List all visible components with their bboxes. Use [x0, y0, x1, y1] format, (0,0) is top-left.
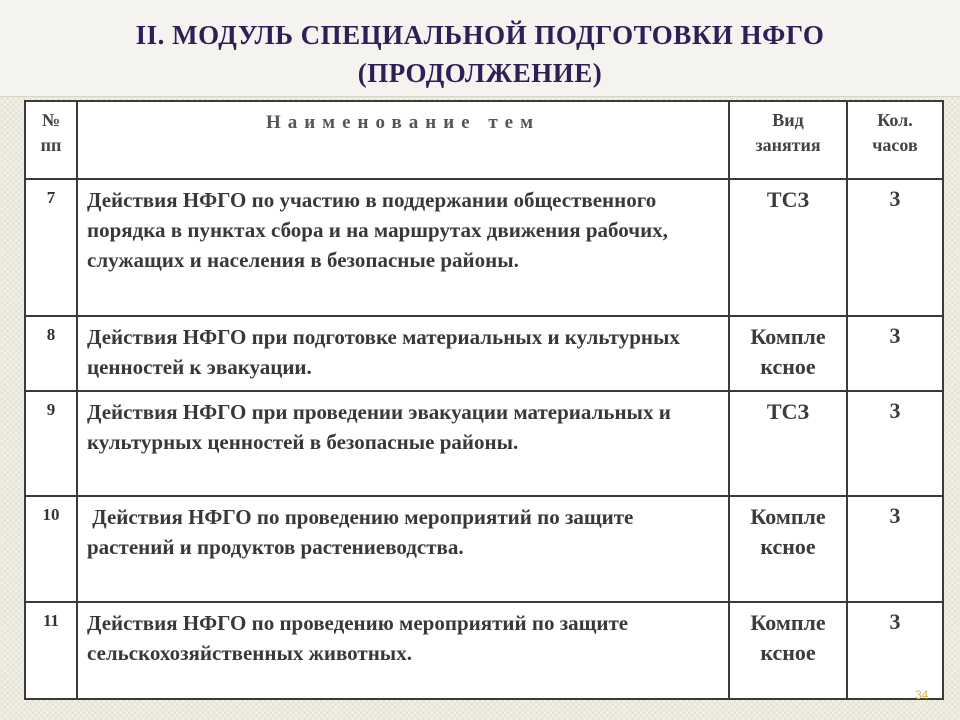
row-type-line-2: ксное: [760, 640, 816, 665]
row-type-line-1: ТСЗ: [766, 187, 810, 212]
table-header-row: [25, 101, 943, 179]
row-type-line-2: ксное: [760, 354, 816, 379]
row-lesson-type: [729, 316, 847, 391]
header-hours-line-1: Кол.: [877, 110, 913, 130]
header-type-line-2: занятия: [755, 135, 821, 155]
header-type-line-1: Вид: [772, 110, 804, 130]
row-topic: Действия НФГО по участию в поддержании общественного порядка в пунктах сбора и на маршрутах движения рабочих, служащих и населения в безопасные районы.: [77, 179, 729, 316]
row-lesson-type: [729, 602, 847, 699]
row-hours: 3: [847, 316, 943, 391]
row-type-line-1: Комплe: [750, 324, 826, 349]
topics-table-container: [24, 100, 942, 700]
table-row: [25, 602, 943, 699]
table-row: [25, 179, 943, 316]
topics-table: [24, 100, 944, 700]
page-number: 34: [915, 688, 929, 702]
header-lesson-type: [729, 101, 847, 179]
slide-title-line-1: II. МОДУЛЬ СПЕЦИАЛЬНОЙ ПОДГОТОВКИ НФГО: [135, 20, 825, 50]
slide-title-line-2: (ПРОДОЛЖЕНИЕ): [357, 58, 603, 88]
row-hours: 3: [847, 179, 943, 316]
row-lesson-type: [729, 391, 847, 496]
row-lesson-type: [729, 179, 847, 316]
table-row: [25, 391, 943, 496]
row-lesson-type: [729, 496, 847, 602]
row-hours: 3: [847, 602, 943, 699]
row-type-line-1: Комплe: [750, 504, 826, 529]
header-number-line-1: №: [41, 110, 61, 130]
title-band: [0, 0, 960, 97]
row-number: 7: [25, 179, 77, 316]
table-row: [25, 316, 943, 391]
header-number-line-2: пп: [40, 135, 62, 155]
row-number: 11: [25, 602, 77, 699]
row-type-line-2: ксное: [760, 534, 816, 559]
row-topic: Действия НФГО по проведению мероприятий по защите растений и продуктов растениеводства.: [77, 496, 729, 602]
table-row: [25, 496, 943, 602]
row-hours: 3: [847, 391, 943, 496]
row-topic: Действия НФГО при подготовке материальных и культурных ценностей к эвакуации.: [77, 316, 729, 391]
row-hours: 3: [847, 496, 943, 602]
header-hours: [847, 101, 943, 179]
row-type-line-1: ТСЗ: [766, 399, 810, 424]
row-type-line-1: Комплe: [750, 610, 826, 635]
header-hours-line-2: часов: [872, 135, 918, 155]
row-topic: Действия НФГО по проведению мероприятий по защите сельскохозяйственных животных.: [77, 602, 729, 699]
header-topic-name: Наименование тем: [77, 101, 729, 179]
row-number: 10: [25, 496, 77, 602]
row-topic: Действия НФГО при проведении эвакуации материальных и культурных ценностей в безопасные районы.: [77, 391, 729, 496]
row-number: 9: [25, 391, 77, 496]
row-number: 8: [25, 316, 77, 391]
header-number: [25, 101, 77, 179]
